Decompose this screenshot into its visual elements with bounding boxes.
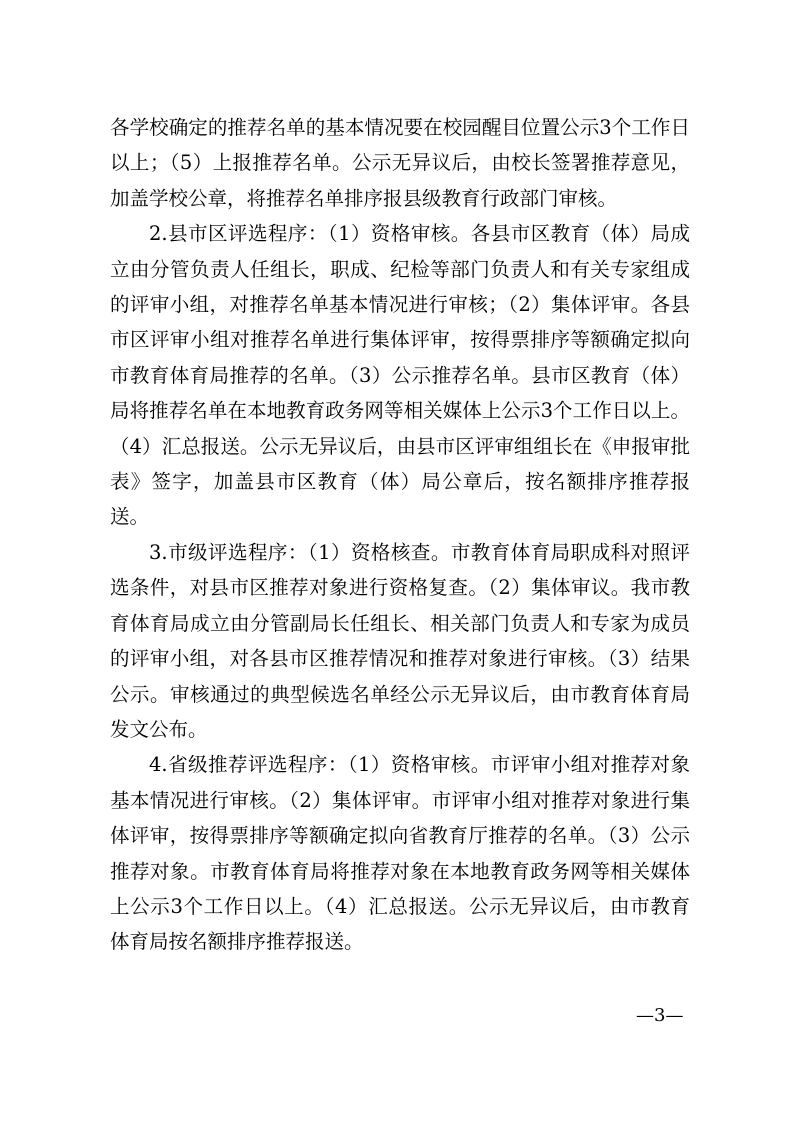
paragraph-province-recommendation-procedure: 4.省级推荐评选程序：（1）资格审核。市评审小组对推荐对象基本情况进行审核。（2）集体评审。市评审小组对推荐对象进行集体评审，按得票排序等额确定拟向省教育厅推荐的名单。（3）公示推荐对象。市教育体育局将推荐对象在本地教育政务网等相关媒体上公示3个工作日以上。（4）汇总报送。公示无异议后，由市教育体育局按名额排序推荐报送。 [110,753,690,954]
page-number: —3— [636,1005,684,1026]
paragraph-continuation: 各学校确定的推荐名单的基本情况要在校园醒目位置公示3个工作日以上；（5）上报推荐名单。公示无异议后，由校长签署推荐意见，加盖学校公章，将推荐名单排序报县级教育行政部门审核。 [110,116,690,210]
document-body [110,110,690,960]
paragraph-county-selection-procedure: 2.县市区评选程序：（1）资格审核。各县市区教育（体）局成立由分管负责人任组长，职成、纪检等部门负责人和有关专家组成的评审小组，对推荐名单基本情况进行审核；（2）集体评审。各县市区评审小组对推荐名单进行集体评审，按得票排序等额确定拟向市教育体育局推荐的名单。（3）公示推荐名单。县市区教育（体）局将推荐名单在本地教育政务网等相关媒体上公示3个工作日以上。（4）汇总报送。公示无异议后，由县市区评审组组长在《申报审批表》签字，加盖县市区教育（体）局公章后，按名额排序推荐报送。 [110,222,690,529]
paragraph-city-selection-procedure: 3.市级评选程序：（1）资格核查。市教育体育局职成科对照评选条件，对县市区推荐对象进行资格复查。（2）集体审议。我市教育体育局成立由分管副局长任组长、相关部门负责人和专家为成员的评审小组，对各县市区推荐情况和推荐对象进行审核。（3）结果公示。审核通过的典型候选名单经公示无异议后，由市教育体育局发文公布。 [110,540,690,741]
